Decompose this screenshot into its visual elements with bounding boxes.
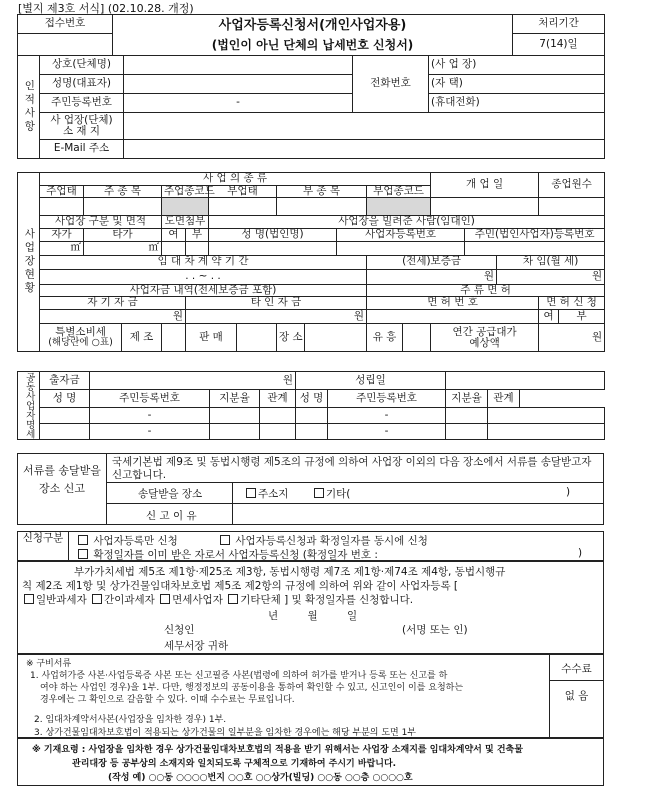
phone-mobile[interactable]: (휴대전화) [429, 94, 605, 113]
manufacture-field[interactable] [162, 324, 186, 352]
decl-line3: 일반과세자 간이과세자 면세사업자 기타단체 ] 및 확정일자를 신청합니다. [22, 592, 413, 607]
other-capital-field[interactable]: 원 [186, 310, 367, 324]
checkbox-general[interactable] [24, 594, 34, 604]
attachment-1: 1. 사업허가증 사본·사업등록증 사본 또는 신고필증 사본(법령에 의하여 허가를 받거나 등록 또는 신고를 하 [30, 671, 448, 681]
joint-resno-field-4[interactable]: - [328, 424, 446, 440]
fee-label: 수수료 [561, 663, 592, 675]
joint-share-field-1[interactable] [210, 408, 260, 424]
manufacture-label: 제 조 [122, 324, 162, 352]
phone-label: 전화번호 [353, 56, 429, 113]
delivery-place-label: 송달받을 장소 [138, 488, 203, 500]
email-label: E-Mail 주소 [40, 140, 124, 159]
checkbox-simple[interactable] [92, 594, 102, 604]
business-status-table [17, 172, 605, 352]
employees-label: 종업원수 [539, 173, 605, 198]
own-label: 자가 [40, 228, 84, 241]
own-area-field[interactable]: ㎡ [40, 241, 84, 255]
main-type-field[interactable] [40, 198, 84, 216]
business-section-label: 사업장현황 [18, 173, 40, 352]
open-date-field[interactable] [431, 198, 539, 216]
decl-to: 세무서장 귀하 [164, 640, 229, 652]
processing-period-value: 7(14)일 [513, 34, 605, 56]
joint-share-field-2[interactable] [446, 408, 488, 424]
joint-name-field-3[interactable] [40, 424, 90, 440]
joint-name-label-1: 성 명 [40, 390, 90, 408]
decl-line2: 칙 제2조 제1항 및 상가건물임대차보호법 제5조 제2항의 규정에 의하여 위와 같이 사업자등록 [ [22, 580, 459, 592]
landlord-name-field[interactable] [209, 241, 337, 255]
place-label: 장 소 [277, 324, 305, 352]
landlord-bizno-label: 사업자등록번호 [337, 228, 465, 241]
annual-supply-label-2: 예상액 [469, 336, 500, 349]
own-capital-label: 자 기 자 금 [40, 297, 186, 310]
joint-resno-label-2: 주민등록번호 [328, 390, 446, 408]
checkbox-other-org[interactable] [228, 594, 238, 604]
form-reference: [별지 제3호 서식] (02.10.28. 개정) [18, 2, 194, 15]
checkbox-apply-3[interactable] [78, 549, 88, 559]
joint-section-label: 공동사업자명세 [18, 372, 40, 440]
entertainment-label: 유 흥 [367, 324, 403, 352]
business-type-header: 사 업 의 종 류 [40, 173, 431, 186]
drawing-yes-field[interactable] [162, 241, 186, 255]
footer-line1: ※ 기재요령 : 사업장을 임차한 경우 상가건물임대차보호법의 적용을 받기 위해서는 사업장 소재지를 임대차계약서 및 건축물 [32, 745, 523, 755]
main-item-field[interactable] [84, 198, 162, 216]
landlord-resno-label: 주민(법인사업자)등록번호 [465, 228, 605, 241]
attachment-2: 2. 임대차계약서사본(사업장을 임차한 경우) 1부. [34, 715, 227, 725]
footer-line3: (작성 예) ○○동 ○○○○번지 ○○호 ○○상가(빌딩) ○○동 ○○층 ○○○○호 [108, 773, 413, 783]
landlord-header: 사업장을 빌려준 사람(임대인) [209, 216, 605, 229]
joint-resno-label-1: 주민등록번호 [90, 390, 210, 408]
attachments-title: ※ 구비서류 [26, 659, 72, 669]
landlord-name-label: 성 명(법인명) [209, 228, 337, 241]
attachment-1b: 여야 하는 사업인 경우)을 1부. 다만, 행정정보의 공동이용을 통하여 확인할 수 있고, 신고인이 이를 요청하는 [40, 683, 464, 693]
receipt-no-field[interactable] [18, 34, 113, 56]
place-field[interactable] [305, 324, 367, 352]
employees-field[interactable] [539, 198, 605, 216]
delivery-opt-home[interactable]: 주소지 [244, 486, 288, 501]
drawing-no-field[interactable] [186, 241, 209, 255]
investment-field[interactable]: 원 [90, 372, 296, 390]
main-item-label: 주 종 목 [84, 185, 162, 198]
joint-share-field-4[interactable] [446, 424, 488, 440]
area-header: 사업장 구분 및 면적 [40, 216, 162, 229]
address-label-1: 사 업장(단체) [50, 113, 113, 126]
resident-no-field[interactable]: - [124, 94, 353, 113]
joint-share-field-3[interactable] [210, 424, 260, 440]
fee-value: 없 음 [564, 690, 589, 702]
decl-date: 년 월 일 [268, 610, 358, 622]
form-subtitle: (법인이 아닌 단체의 납세번호 신청서) [211, 37, 414, 52]
sub-code-field[interactable] [367, 198, 431, 216]
joint-relation-label-2: 관계 [488, 390, 520, 408]
checkbox-apply-2[interactable] [220, 535, 230, 545]
license-no-field[interactable] [367, 310, 539, 324]
liquor-header: 주 류 면 허 [367, 284, 605, 297]
apply-opt2[interactable]: 사업자등록신청과 확정일자를 동시에 신청 [218, 533, 428, 548]
drawing-header: 도면첨부 [162, 216, 209, 229]
apply-opt3[interactable]: 확정일자를 이미 받은 자로서 사업자등록신청 (확정일자 번호 : [76, 547, 378, 562]
landlord-bizno-field[interactable] [337, 241, 465, 255]
attachment-1c: 경우에는 그 확인으로 갈음할 수 있다. 이때 수수료는 무료입니다. [40, 695, 295, 705]
business-name-label: 상호(단체명) [40, 56, 124, 75]
sub-code-label: 부업종코드 [367, 185, 431, 198]
drawing-no[interactable]: 부 [186, 228, 209, 241]
joint-share-label-1: 지분율 [210, 390, 260, 408]
receipt-no-label: 접수번호 [18, 15, 113, 34]
deposit-field[interactable]: 원 [367, 269, 497, 284]
checkbox-exempt[interactable] [160, 594, 170, 604]
license-apply-no[interactable]: 부 [559, 310, 605, 324]
sale-field[interactable] [237, 324, 277, 352]
joint-name-field-4[interactable] [296, 424, 328, 440]
open-date-label: 개 업 일 [431, 173, 539, 198]
drawing-yes[interactable]: 여 [162, 228, 186, 241]
personal-info-table [17, 55, 605, 159]
apply-opt3-close: ) [578, 547, 583, 559]
rent-field[interactable]: 원 [497, 269, 605, 284]
sub-item-label: 부 종 목 [277, 185, 367, 198]
capital-header: 사업자금 내역(전세보증금 포함) [40, 284, 367, 297]
address-field[interactable] [124, 113, 605, 140]
license-no-label: 면 허 번 호 [367, 297, 539, 310]
joint-name-field-2[interactable] [296, 408, 328, 424]
entertainment-field[interactable] [403, 324, 431, 352]
footer-line2: 관리대장 등 공부상의 소재지와 일치되도록 구체적으로 기재하여 주시기 바랍니다. [72, 759, 397, 769]
delivery-text: 국세기본법 제9조 및 동법시행령 제5조의 규정에 의하여 사업장 이외의 다음 장소에서 서류를 송달받고자 신고합니다. [112, 456, 592, 481]
main-code-field[interactable] [162, 198, 209, 216]
annual-supply-label: 연간 공급대가 [452, 325, 517, 338]
special-tax-label: 특별소비세 [55, 326, 106, 339]
sale-label: 판 매 [186, 324, 237, 352]
other-area-field[interactable]: ㎡ [84, 241, 162, 255]
phone-business[interactable]: (사 업 장) [429, 56, 605, 75]
delivery-label: 서류를 송달받을 장소 신고 [23, 464, 101, 495]
main-type-label: 주업태 [40, 185, 84, 198]
joint-relation-field-4[interactable] [488, 424, 605, 440]
rent-label: 차 임(월 세) [497, 255, 605, 269]
email-field[interactable] [124, 140, 605, 159]
joint-resno-field-2[interactable]: - [328, 408, 446, 424]
sub-type-label: 부업태 [209, 185, 277, 198]
own-capital-field[interactable]: 원 [40, 310, 186, 324]
license-apply-yes[interactable]: 여 [539, 310, 559, 324]
joint-resno-field-1[interactable]: - [90, 408, 210, 424]
address-label-2: 소 재 지 [62, 125, 101, 137]
joint-relation-field-2[interactable] [488, 408, 605, 424]
checkbox-home[interactable] [246, 488, 256, 498]
joint-share-label-2: 지분율 [446, 390, 488, 408]
special-tax-sub: (해당란에 ○표) [48, 337, 113, 349]
established-field[interactable] [446, 372, 605, 390]
header-table [17, 14, 605, 56]
joint-name-label-2: 성 명 [296, 390, 328, 408]
form-title: 사업자등록신청서(개인사업자용) [218, 18, 407, 34]
personal-section-label: 인적사항 [18, 56, 40, 159]
license-apply-label: 면 허 신 청 [539, 297, 605, 310]
sub-item-field[interactable] [277, 198, 367, 216]
decl-line1: 부가가치세법 제5조 제1항·제25조 제3항, 동법시행령 제7조 제1항·제74조 제4항, 동법시행규 [74, 566, 506, 578]
representative-field[interactable] [124, 75, 353, 94]
delivery-opt-other[interactable]: 기타( [312, 486, 350, 501]
delivery-reason-label: 신 고 이 유 [146, 510, 197, 522]
decl-sign: (서명 또는 인) [402, 624, 468, 636]
apply-label: 신청구분 [22, 532, 64, 544]
lease-period-field[interactable]: . . ~ . . [40, 269, 367, 284]
joint-resno-field-3[interactable]: - [90, 424, 210, 440]
business-name-field[interactable] [124, 56, 353, 75]
attachment-3: 3. 상가건물임대차보호법이 적용되는 상가건물의 일부분을 임차한 경우에는 해당 부분의 도면 1부 [34, 728, 416, 738]
joint-relation-field-3[interactable] [260, 424, 296, 440]
lease-period-label: 임 대 차 계 약 기 간 [40, 255, 367, 269]
checkbox-other[interactable] [314, 488, 324, 498]
investment-label: 출자금 [40, 372, 90, 390]
established-label: 성립일 [296, 372, 446, 390]
joint-relation-field-1[interactable] [260, 408, 296, 424]
joint-relation-label-1: 관계 [260, 390, 296, 408]
main-code-label: 주업종코드 [162, 185, 209, 198]
representative-label: 성명(대표자) [40, 75, 124, 94]
joint-name-field-1[interactable] [40, 408, 90, 424]
annual-supply-field[interactable]: 원 [539, 324, 605, 352]
resident-no-label: 주민등록번호 [40, 94, 124, 113]
apply-opt1[interactable]: 사업자등록만 신청 [76, 533, 178, 548]
decl-applicant-label: 신청인 [164, 624, 195, 636]
other-capital-label: 타 인 자 금 [186, 297, 367, 310]
checkbox-apply-1[interactable] [78, 535, 88, 545]
processing-period-label: 처리기간 [513, 15, 605, 34]
joint-business-table [17, 371, 605, 440]
landlord-resno-field[interactable] [465, 241, 605, 255]
sub-type-field[interactable] [209, 198, 277, 216]
deposit-label: (전세)보증금 [367, 255, 497, 269]
other-label: 타가 [84, 228, 162, 241]
phone-home[interactable]: (자 택) [429, 75, 605, 94]
delivery-other-close: ) [566, 486, 571, 498]
